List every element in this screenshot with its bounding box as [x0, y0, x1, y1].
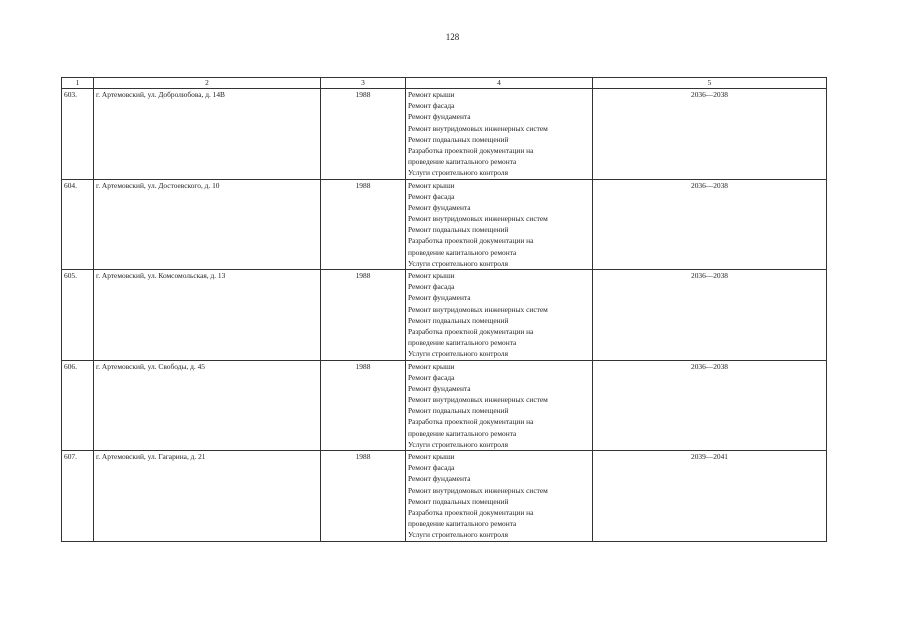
work-item: проведение капитального ремонта: [408, 428, 517, 438]
work-item: Ремонт крыши: [408, 361, 455, 371]
work-item: Ремонт фасада: [408, 191, 455, 201]
work-item: Ремонт фасада: [408, 463, 455, 473]
works-cell: [406, 89, 593, 180]
work-item: Ремонт подвальных помещений: [408, 315, 509, 325]
work-item: Услуги строительного контроля: [408, 349, 508, 359]
year-cell: 1988: [321, 179, 406, 270]
work-item: Ремонт внутридомовых инженерных систем: [408, 214, 548, 224]
repair-schedule-table: [61, 77, 827, 542]
table-row: [62, 270, 827, 361]
header-col-1: 1: [62, 78, 94, 89]
work-item: Ремонт фундамента: [408, 293, 471, 303]
work-item: Услуги строительного контроля: [408, 439, 508, 449]
work-item: Разработка проектной документации на: [408, 145, 534, 155]
period-cell: 2036—2038: [593, 360, 827, 451]
work-item: Ремонт подвальных помещений: [408, 134, 509, 144]
work-item: Ремонт крыши: [408, 452, 455, 461]
address-cell: г. Артемовский, ул. Достоевского, д. 10: [94, 179, 321, 270]
year-cell: 1988: [321, 89, 406, 180]
work-item: Ремонт крыши: [408, 271, 455, 280]
work-item: Ремонт фасада: [408, 282, 455, 292]
page-number: 128: [445, 32, 460, 42]
period-cell: 2039—2041: [593, 451, 827, 542]
work-item: Ремонт крыши: [408, 90, 455, 99]
work-item: Ремонт фундамента: [408, 112, 471, 122]
year-cell: 1988: [321, 270, 406, 361]
work-item: Разработка проектной документации на: [408, 507, 534, 517]
work-item: Услуги строительного контроля: [408, 168, 508, 178]
work-item: Ремонт подвальных помещений: [408, 496, 509, 506]
work-item: проведение капитального ремонта: [408, 519, 517, 529]
work-item: Ремонт подвальных помещений: [408, 225, 509, 235]
period-cell: 2036—2038: [593, 89, 827, 180]
work-item: Услуги строительного контроля: [408, 258, 508, 268]
work-item: Ремонт фундамента: [408, 474, 471, 484]
work-item: Ремонт фундамента: [408, 202, 471, 212]
work-item: проведение капитального ремонта: [408, 338, 517, 348]
work-item: Ремонт подвальных помещений: [408, 406, 509, 416]
header-col-3: 3: [321, 78, 406, 89]
header-col-2: 2: [94, 78, 321, 89]
address-cell: г. Артемовский, ул. Гагарина, д. 21: [94, 451, 321, 542]
row-number: 607.: [62, 451, 94, 542]
year-cell: 1988: [321, 451, 406, 542]
works-cell: [406, 451, 593, 542]
work-item: Ремонт внутридомовых инженерных систем: [408, 395, 548, 405]
work-item: Ремонт внутридомовых инженерных систем: [408, 485, 548, 495]
address-cell: г. Артемовский, ул. Комсомольская, д. 13: [94, 270, 321, 361]
header-col-4: 4: [406, 78, 593, 89]
work-item: Ремонт фасада: [408, 372, 455, 382]
work-item: Ремонт крыши: [408, 180, 455, 190]
works-cell: [406, 179, 593, 270]
header-row: [62, 78, 827, 89]
work-item: проведение капитального ремонта: [408, 157, 517, 167]
work-item: Разработка проектной документации на: [408, 417, 534, 427]
work-item: проведение капитального ремонта: [408, 247, 517, 257]
address-cell: г. Артемовский, ул. Свободы, д. 45: [94, 360, 321, 451]
address-cell: г. Артемовский, ул. Добролюбова, д. 14В: [94, 89, 321, 180]
work-item: Ремонт внутридомовых инженерных систем: [408, 123, 548, 133]
period-cell: 2036—2038: [593, 270, 827, 361]
works-cell: [406, 270, 593, 361]
work-item: Ремонт внутридомовых инженерных систем: [408, 304, 548, 314]
row-number: 606.: [62, 360, 94, 451]
year-cell: 1988: [321, 360, 406, 451]
row-number: 603.: [62, 89, 94, 180]
works-cell: [406, 360, 593, 451]
row-number: 604.: [62, 179, 94, 270]
work-item: Ремонт фундамента: [408, 383, 471, 393]
header-col-5: 5: [593, 78, 827, 89]
period-cell: 2036—2038: [593, 179, 827, 270]
work-item: Услуги строительного контроля: [408, 530, 508, 540]
work-item: Разработка проектной документации на: [408, 326, 534, 336]
work-item: Ремонт фасада: [408, 101, 455, 111]
table-row: [62, 89, 827, 180]
table-row: [62, 360, 827, 451]
table-header: [62, 78, 827, 89]
table-row: [62, 451, 827, 542]
work-item: Разработка проектной документации на: [408, 236, 534, 246]
table-body: [62, 89, 827, 542]
table-row: [62, 179, 827, 270]
row-number: 605.: [62, 270, 94, 361]
